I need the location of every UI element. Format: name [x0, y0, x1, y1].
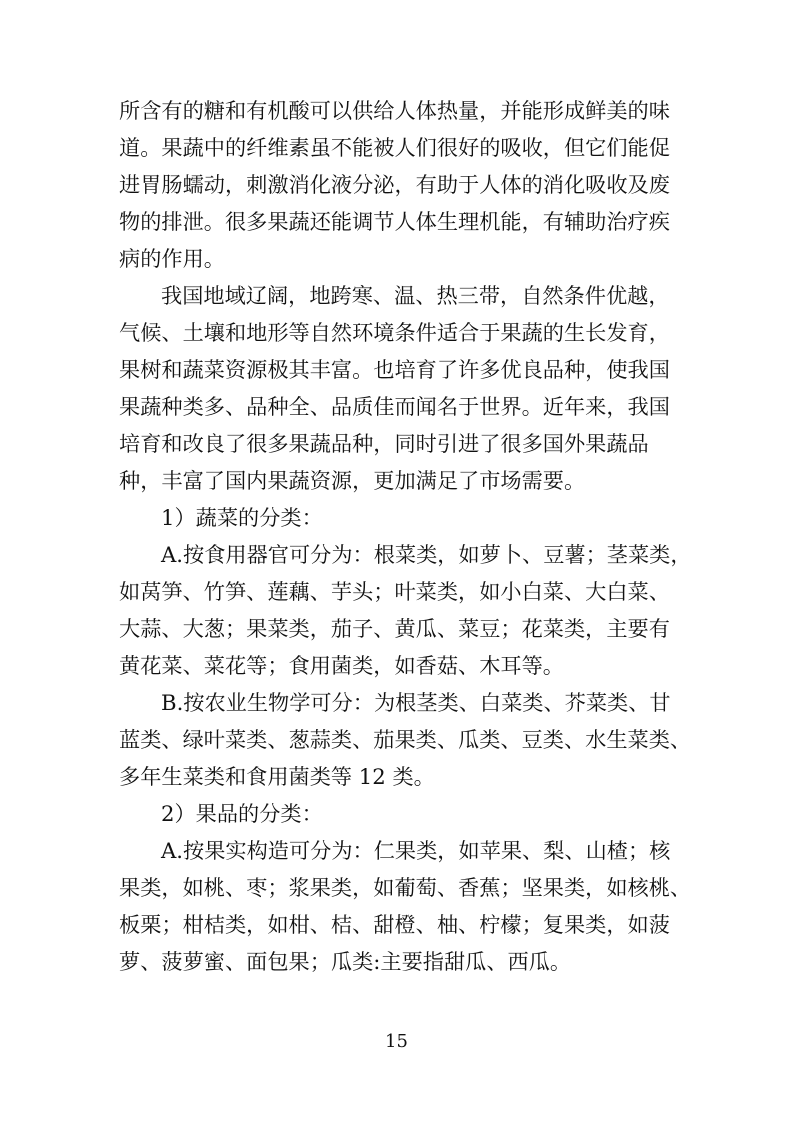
text-line: 多年生菜类和食用菌类等 12 类。 [119, 764, 435, 789]
text-line: 进胃肠蠕动，刺激消化液分泌，有助于人体的消化吸收及废 [119, 172, 670, 197]
section-heading: 1）蔬菜的分类： [161, 505, 323, 530]
text-line: 果蔬种类多、品种全、品质佳而闻名于世界。近年来，我国 [119, 394, 670, 419]
page-number: 15 [385, 1031, 408, 1052]
text-line: 蓝类、绿叶菜类、葱蒜类、茄果类、瓜类、豆类、水生菜类、 [119, 727, 692, 752]
text-line: 所含有的糖和有机酸可以供给人体热量，并能形成鲜美的味 [119, 98, 670, 123]
text-line: 种，丰富了国内果蔬资源，更加满足了市场需要。 [119, 468, 586, 493]
text-line: 我国地域辽阔，地跨寒、温、热三带，自然条件优越， [161, 283, 670, 308]
text-line: 果类，如桃、枣；浆果类，如葡萄、香蕉；坚果类，如核桃、 [119, 875, 692, 900]
text-line: 气候、土壤和地形等自然环境条件适合于果蔬的生长发育， [119, 320, 670, 345]
text-line: 板栗；柑桔类，如柑、桔、甜橙、柚、柠檬；复果类，如菠 [119, 912, 670, 937]
text-line: 果树和蔬菜资源极其丰富。也培育了许多优良品种，使我国 [119, 357, 670, 382]
text-line: A.按果实构造可分为：仁果类，如苹果、梨、山楂；核 [161, 838, 671, 863]
text-line: 培育和改良了很多果蔬品种，同时引进了很多国外果蔬品 [119, 431, 649, 456]
text-line: 如莴笋、竹笋、莲藕、芋头；叶菜类，如小白菜、大白菜、 [119, 579, 670, 604]
text-line: 大蒜、大葱；果菜类，茄子、黄瓜、菜豆；花菜类，主要有 [119, 616, 670, 641]
text-line: B.按农业生物学可分：为根茎类、白菜类、芥菜类、甘 [161, 690, 671, 715]
text-line: 病的作用。 [119, 246, 225, 271]
text-line: 物的排泄。很多果蔬还能调节人体生理机能，有辅助治疗疾 [119, 209, 670, 234]
text-line: 道。果蔬中的纤维素虽不能被人们很好的吸收，但它们能促 [119, 135, 670, 160]
section-heading: 2）果品的分类： [161, 801, 323, 826]
text-line: A.按食用器官可分为：根菜类，如萝卜、豆薯；茎菜类， [161, 542, 692, 567]
text-line: 黄花菜、菜花等；食用菌类，如香菇、木耳等。 [119, 653, 564, 678]
text-line: 萝、菠萝蜜、面包果；瓜类:主要指甜瓜、西瓜。 [119, 949, 572, 974]
